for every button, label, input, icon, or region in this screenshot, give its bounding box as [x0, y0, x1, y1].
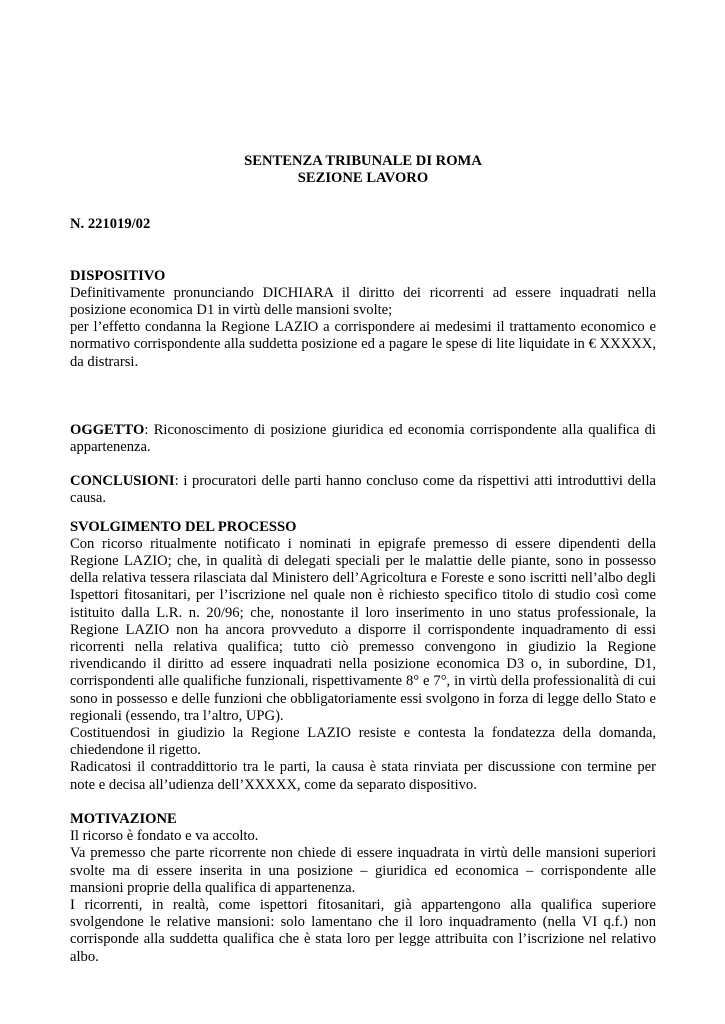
motivazione-paragraph: I ricorrenti, in realtà, come ispettori fitosanitari, già appartengono alla qualifica superiore svolgendone le relative mansioni: solo lamentano che il loro inquadramento (nella VI q.f.) non corrisponde alla suddetta qualifica che è stata loro per legge attribuita con l’iscrizione nel relativo albo. — [70, 896, 656, 965]
motivazione-paragraph: Il ricorso è fondato e va accolto. — [70, 828, 259, 845]
section-dispositivo — [70, 268, 656, 371]
case-number: N. 221019/02 — [70, 216, 151, 233]
heading-dispositivo: DISPOSITIVO — [70, 267, 166, 284]
section-motivazione — [70, 811, 656, 966]
section-conclusioni — [70, 473, 656, 507]
section-svolgimento — [70, 519, 656, 794]
heading-motivazione: MOTIVAZIONE — [70, 810, 177, 827]
oggetto-label: OGGETTO — [70, 421, 145, 438]
svolgimento-paragraph: Con ricorso ritualmente notificato i nominati in epigrafe premesso di essere dipendenti della Regione LAZIO; che, in qualità di delegati speciali per le malattie delle piante, sono in possesso della relativa tessera rilasciata dal Ministero dell’Agricoltura e Foreste e sono iscritti nell’albo degli Ispettori fitosanitari, per l’iscrizione nel quale non è richiesto specifico titolo di studio così come istituito dalla L.R. n. 20/96; che, nonostante il loro inserimento in uno status professionale, la Regione LAZIO non ha ancora provveduto a disporre il corrispondente inquadramento di essi ricorrenti nella relativa qualifica; tutto ciò premesso convengono in giudizio la Regione rivendicando il diritto ad essere inquadrati nella posizione economica D3 o, in subordine, D1, corrispondenti alle qualifiche funzionali, rispettivamente 8° e 7°, in virtù della professionalità di cui sono in possesso e delle funzioni che obbligatoriamente essi svolgono in forza di legge dello Stato e regionali (essendo, tra l’altro, UPG). — [70, 535, 656, 724]
motivazione-paragraph: Va premesso che parte ricorrente non chiede di essere inquadrata in virtù delle mansioni superiori svolte ma di essere inserita in una posizione – giuridica ed economica – corrispondente alle mansioni proprie della qualifica di appartenenza. — [70, 845, 656, 896]
conclusioni-text: : i procuratori delle parti hanno concluso come da rispettivi atti introduttivi della causa. — [70, 473, 656, 507]
document-page — [70, 153, 656, 966]
document-subtitle: SEZIONE LAVORO — [297, 170, 429, 187]
heading-svolgimento: SVOLGIMENTO DEL PROCESSO — [70, 518, 297, 535]
document-title: SENTENZA TRIBUNALE DI ROMA — [244, 153, 482, 169]
dispositivo-paragraph: per l’effetto condanna la Regione LAZIO a corrispondere ai medesimi il trattamento economico e normativo corrispondente alla suddetta posizione ed a pagare le spese di lite liquidate in € XXXXX, da distrarsi. — [70, 319, 656, 370]
svolgimento-paragraph: Costituendosi in giudizio la Regione LAZIO resiste e contesta la fondatezza della domanda, chiedendone il rigetto. — [70, 725, 656, 759]
oggetto-text: : Riconoscimento di posizione giuridica ed economia corrispondente alla qualifica di appartenenza. — [70, 421, 656, 456]
conclusioni-label: CONCLUSIONI — [70, 473, 175, 490]
oggetto-paragraph — [70, 422, 656, 456]
conclusioni-paragraph — [70, 473, 656, 507]
svolgimento-paragraph: Radicatosi il contraddittorio tra le parti, la causa è stata rinviata per discussione con termine per note e decisa all’udienza dell’XXXXX, come da separato dispositivo. — [70, 759, 656, 793]
section-oggetto — [70, 422, 656, 456]
dispositivo-paragraph: Definitivamente pronunciando DICHIARA il diritto dei ricorrenti ad essere inquadrati nella posizione economica D1 in virtù delle mansioni svolte; — [70, 284, 656, 319]
